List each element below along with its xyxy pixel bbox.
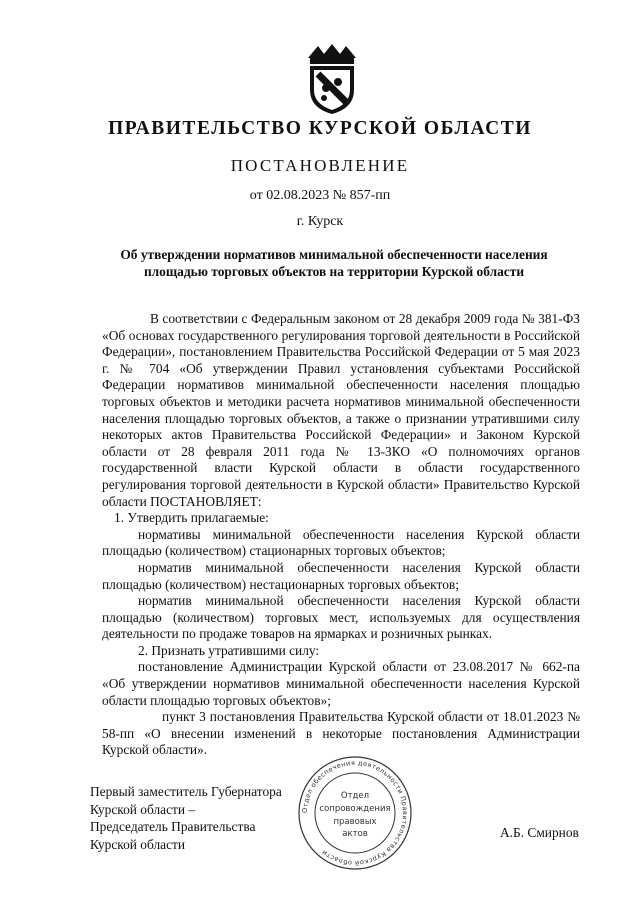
signer-title-line-3: Председатель Правительства [90,819,256,835]
item-1-b: норматив минимальной обеспеченности населения Курской области площадью (количеством) нестационарных торговых объектов; [102,559,580,592]
signer-name: А.Б. Смирнов [500,825,579,840]
signer-title-line-2: Курской области – [90,801,196,817]
stamp-center-line-2: сопровождения [319,804,391,814]
organization-name: ПРАВИТЕЛЬСТВО КУРСКОЙ ОБЛАСТИ [108,118,532,139]
document-city: г. Курск [296,214,344,229]
item-1-a: нормативы минимальной обеспеченности населения Курской области площадью (количеством) стационарных торговых объектов; [102,526,580,559]
signature-block [90,783,282,853]
item-2-b: пункт 3 постановления Правительства Курской области от 18.01.2023 № 58-пп «О внесении изменений в некоторые постановления Администрации Курской области». [102,709,580,758]
item-1-c: норматив минимальной обеспеченности населения Курской области площадью (количеством) торговых мест, используемых для осуществления деятельности по продаже товаров на ярмарках и розничных рынках. [102,593,580,642]
official-stamp [296,754,414,872]
document-body [102,311,580,759]
coat-of-arms-emblem [300,40,364,116]
item-2-heading: 2. Признать утратившими силу: [138,642,320,658]
stamp-center-line-1: Отдел [340,791,370,801]
signer-title-line-4: Курской области [90,836,186,852]
item-1-heading: 1. Утвердить прилагаемые: [114,510,269,526]
signer-title-line-1: Первый заместитель Губернатора [90,784,282,799]
document-date-number: от 02.08.2023 № 857-пп [249,188,391,203]
preamble-paragraph: В соответствии с Федеральным законом от 28 декабря 2009 года № 381-ФЗ «Об основах государственного регулирования торговой деятельности в Российской Федерации», постановлением Правительства Российской Федерации от 5 мая 2023 г. № 704 «Об утверждении Правил установления субъектами Российской Федерации нормативов минимальной обеспеченности населения площадью торговых объектов и методики расчета нормативов минимальной обеспеченности населения площадью торговых объектов, а также о признании утратившими силу некоторых актов Правительства Российской Федерации» и Законом Курской области от 28 февраля 2011 года № 13-ЗКО «О полномочиях органов государственной власти Курской области в области государственного регулирования торговой деятельности в Курской области» Правительство Курской области ПОСТАНОВЛЯЕТ: [102,311,580,509]
stamp-ring-text: Отдел обеспечения деятельности Правительства Курской области [300,758,410,868]
item-2-a: постановление Администрации Курской области от 23.08.2017 № 662-па «Об утверждении нормативов минимальной обеспеченности населения Курской области площадью торговых объектов»; [102,659,580,708]
stamp-center-line-4: актов [342,829,368,839]
document-type: ПОСТАНОВЛЕНИЕ [230,156,410,175]
document-title: Об утверждении нормативов минимальной обеспеченности населения площадью торговых объектов на территории Курской области [120,247,548,279]
stamp-center-line-3: правовых [333,817,377,827]
